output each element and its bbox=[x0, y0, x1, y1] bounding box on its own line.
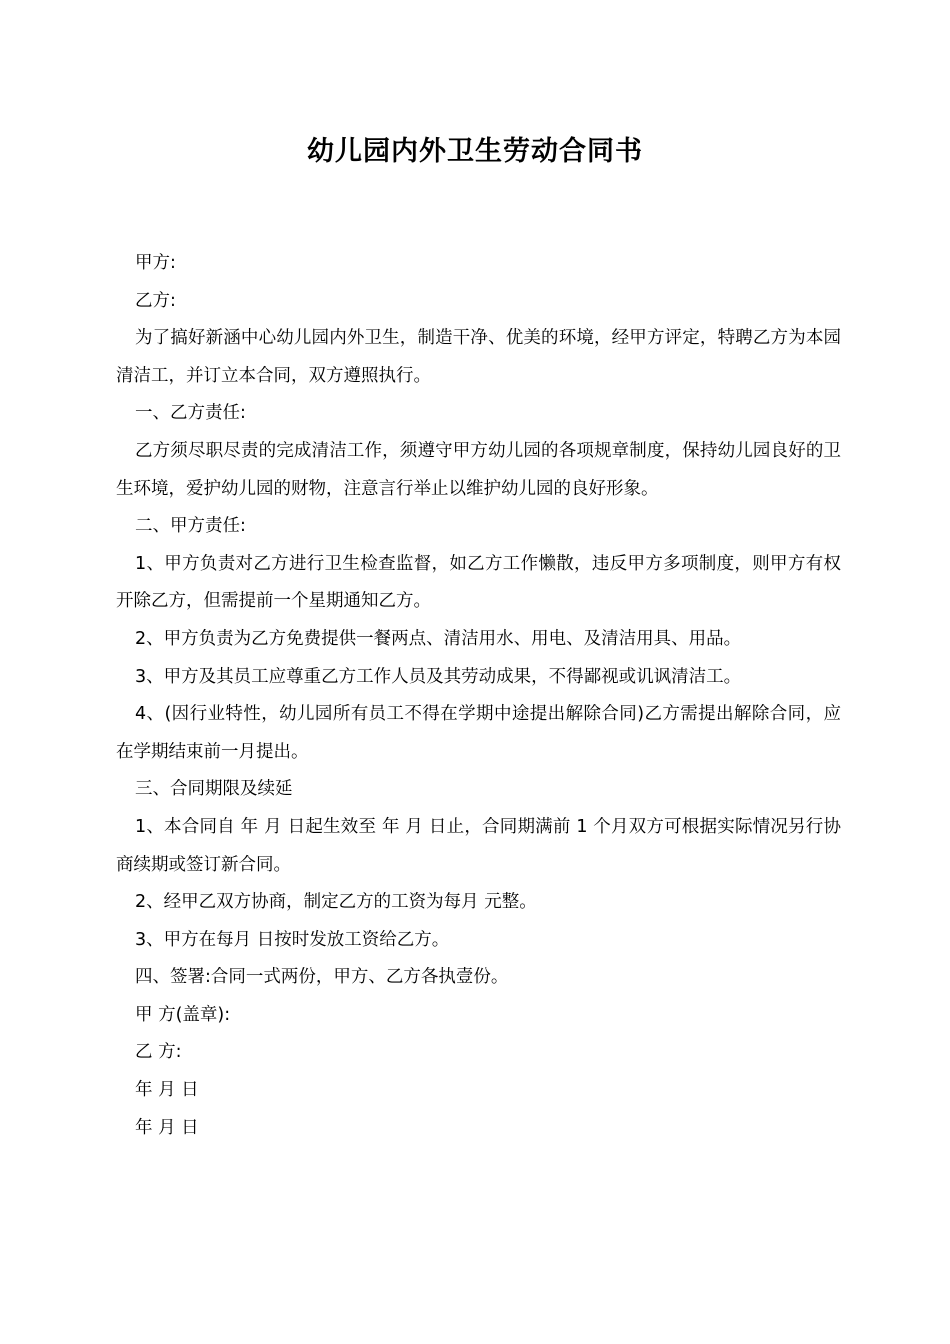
party-a-duty-1: 1、甲方负责对乙方进行卫生检查监督，如乙方工作懒散，违反甲方多项制度，则甲方有权开除乙方，但需提前一个星期通知乙方。 bbox=[116, 553, 841, 612]
term-clause-3: 3、甲方在每月 日按时发放工资给乙方。 bbox=[135, 929, 450, 950]
section-heading-term: 三、合同期限及续延 bbox=[135, 779, 293, 800]
document-title: 幼儿园内外卫生劳动合同书 bbox=[307, 136, 643, 167]
signature-date-a: 年 月 日 bbox=[135, 1080, 199, 1101]
section-heading-party-b-duties: 一、乙方责任: bbox=[135, 403, 246, 424]
party-a-duty-2: 2、甲方负责为乙方免费提供一餐两点、清洁用水、用电、及清洁用具、用品。 bbox=[135, 628, 742, 649]
party-a-line: 甲方: bbox=[135, 253, 176, 273]
section-heading-party-a-duties: 二、甲方责任: bbox=[135, 516, 246, 537]
party-a-duty-4: 4、(因行业特性，幼儿园所有员工不得在学期中途提出解除合同)乙方需提出解除合同，应在学期结束前一月提出。 bbox=[116, 704, 841, 762]
signature-party-b: 乙 方: bbox=[135, 1042, 182, 1063]
party-b-line: 乙方: bbox=[135, 290, 176, 311]
term-clause-2: 2、经甲乙双方协商，制定乙方的工资为每月 元整。 bbox=[135, 892, 537, 913]
signature-party-a: 甲 方(盖章): bbox=[135, 1004, 231, 1025]
section-heading-signature: 四、签署:合同一式两份，甲方、乙方各执壹份。 bbox=[135, 967, 509, 988]
signature-date-b: 年 月 日 bbox=[135, 1117, 199, 1138]
preamble-paragraph: 为了搞好新涵中心幼儿园内外卫生，制造干净、优美的环境，经甲方评定，特聘乙方为本园清洁工，并订立本合同，双方遵照执行。 bbox=[116, 328, 841, 386]
term-clause-1: 1、本合同自 年 月 日起生效至 年 月 日止，合同期满前 1 个月双方可根据实际情况另行协商续期或签订新合同。 bbox=[116, 816, 841, 875]
party-b-duties-paragraph: 乙方须尽职尽责的完成清洁工作，须遵守甲方幼儿园的各项规章制度，保持幼儿园良好的卫生环境，爱护幼儿园的财物，注意言行举止以维护幼儿园的良好形象。 bbox=[116, 440, 841, 499]
party-a-duty-3: 3、甲方及其员工应尊重乙方工作人员及其劳动成果，不得鄙视或讥讽清洁工。 bbox=[135, 666, 742, 687]
document-body bbox=[116, 245, 841, 1147]
